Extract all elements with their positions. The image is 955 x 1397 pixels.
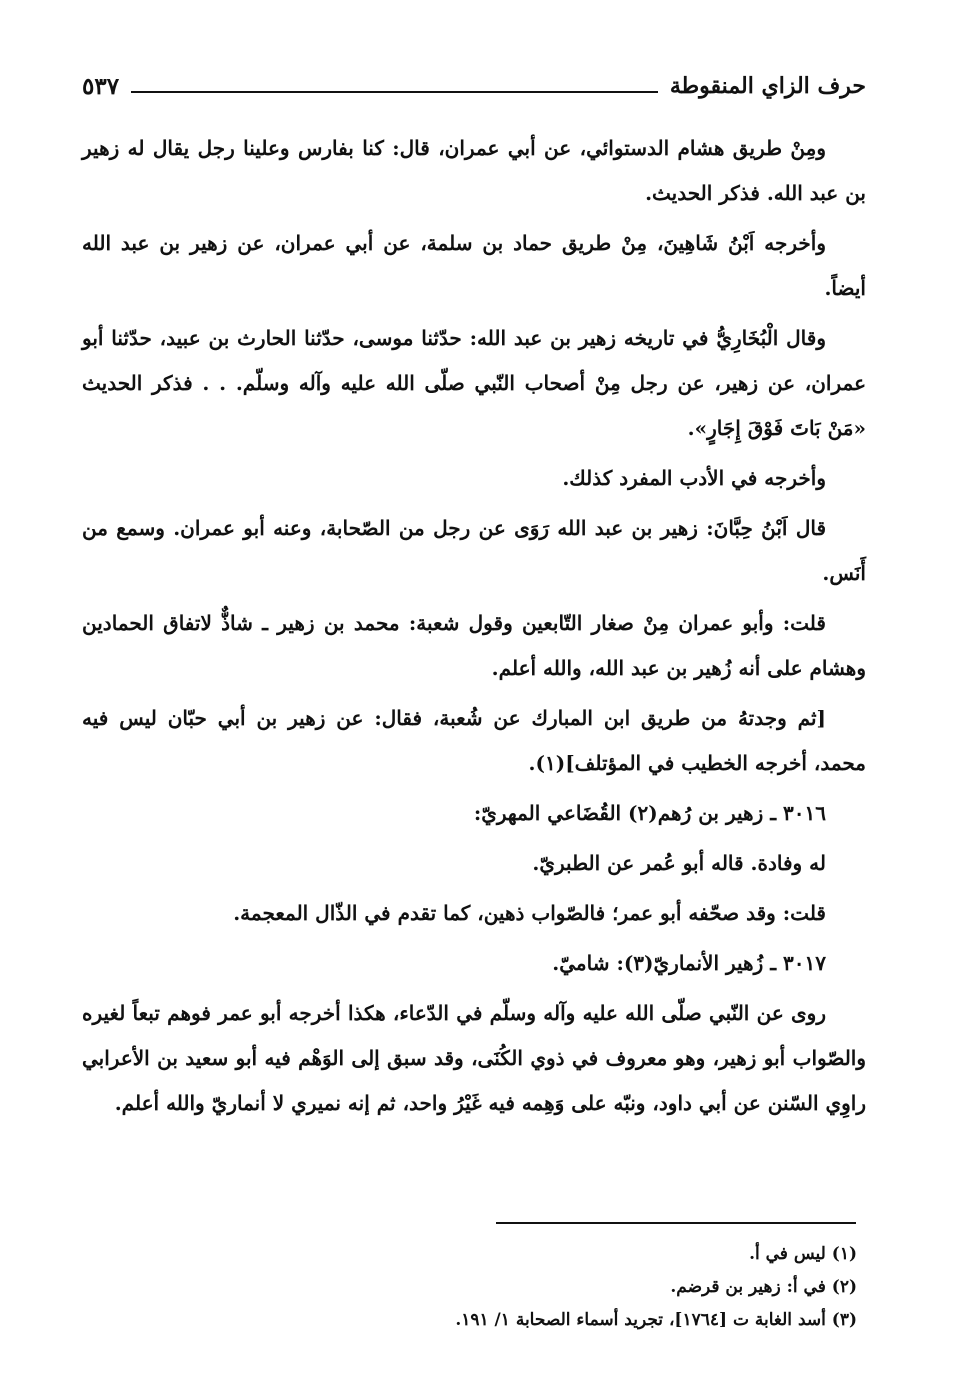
paragraph: قلت: وأبو عمران مِنْ صغار التّابعين وقول شعبة: محمد بن زهير ـ شاذٌّ لاتفاق الحمادين وهشام على أنه زُهير بن عبد الله، والله أعلم. (82, 611, 866, 680)
footnote: (٣) أسد الغابة ت [١٧٦٤]، تجريد أسماء الصحابة ١/ ١٩١. (455, 1310, 857, 1330)
entry-heading: ٣٠١٧ ـ زُهير الأنماريّ(٣): شاميّ. (552, 951, 826, 975)
paragraph: له وفادة. قاله أبو عُمر عن الطبريّ. (532, 851, 826, 875)
footnote-rule (496, 1222, 856, 1224)
footnotes (82, 1238, 857, 1337)
paragraph: روى عن النّبي صلّى الله عليه وآله وسلّم في الدّعاء، هكذا أخرجه أبو عمر فوهم تبعاً لغيره والصّواب أبو زهير، وهو معروف في ذوي الكُنَى، وقد سبق إلى الوَهْم فيه أبو سعيد بن الأعرابي راوِي السّنن عن أبي داود، ونبّه على وَهِمه فيه غَيْرُ واحد، ثم إنه نميري لا أنماريّ والله أعلم. (82, 1001, 866, 1115)
page-number: ٥٣٧ (82, 72, 120, 100)
chapter-title: حرف الزاي المنقوطة (669, 73, 866, 99)
paragraph: قلت: وقد صحّفه أبو عمر؛ فالصّواب ذهين، كما تقدم في الذّال المعجمة. (233, 901, 826, 925)
header-rule (131, 91, 658, 93)
footnote: (١) ليس في أ. (749, 1244, 857, 1264)
running-header (82, 64, 866, 108)
paragraph: وأخرجه اَبْنُ شَاهِينَ، مِنْ طريق حماد بن سلمة، عن أبي عمران، عن زهير بن عبد الله أيضاً. (82, 231, 866, 300)
footnote: (٢) في أ: زهير بن قرضم. (670, 1277, 857, 1297)
main-text (82, 126, 866, 1126)
paragraph: قال اَبْنُ حِبَّانَ: زهير بن عبد الله رَوَى عن رجل من الصّحابة، وعنه أبو عمران. وسمع من أَنَس. (82, 516, 866, 585)
entry-heading: ٣٠١٦ ـ زهير بن رُهم(٢) القُضَاعي المهريّ: (473, 801, 826, 825)
paragraph: ومِنْ طريق هشام الدستوائي، عن أبي عمران، قال: كنا بفارس وعلينا رجل يقال له زهير بن عبد الله. فذكر الحديث. (82, 136, 866, 205)
paragraph: وأخرجه في الأدب المفرد كذلك. (562, 466, 826, 490)
paragraph: وقال الْبُخَارِيُّ في تاريخه زهير بن عبد الله: حدّثنا موسى، حدّثنا الحارث بن عبيد، حدّثنا أبو عمران، عن زهير، عن رجل مِنْ أصحاب النّبي صلّى الله عليه وآله وسلّم. . . فذكر الحديث «مَنْ بَاتَ فَوْقَ إِجَارٍ». (82, 326, 866, 440)
paragraph: [ثم وجدتهُ من طريق ابن المبارك عن شُعبة، فقال: عن زهير بن أبي حبّان ليس فيه محمد، أخرجه الخطيب في المؤتلف](١). (82, 706, 866, 775)
